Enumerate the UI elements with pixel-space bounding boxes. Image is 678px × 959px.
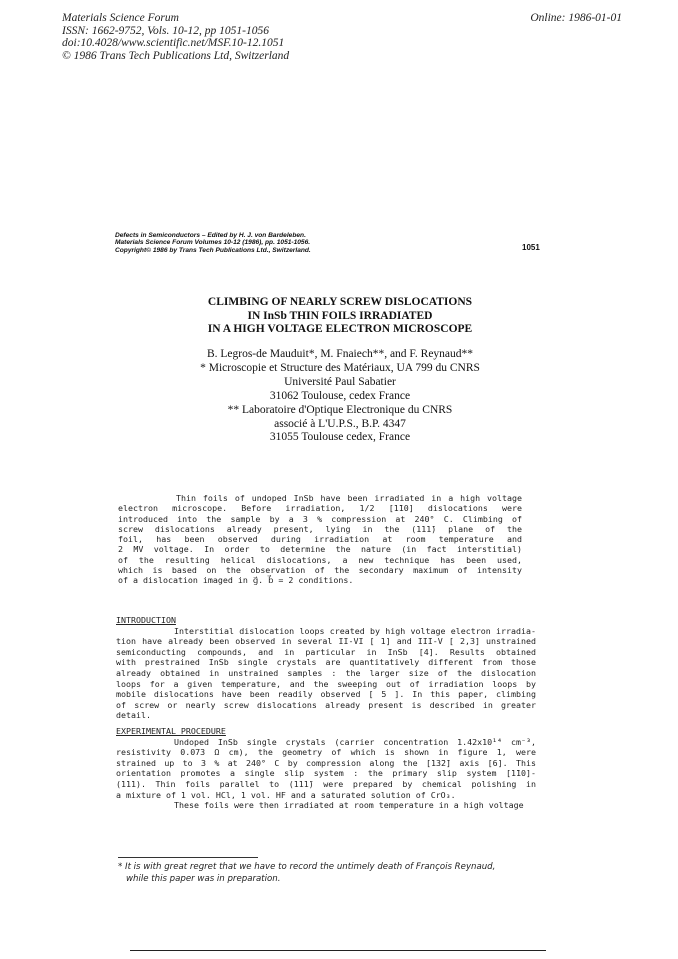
title-line: IN InSb THIN FOILS IRRADIATED	[247, 309, 433, 322]
body-line: strained up to 3 % at 240° C by compression along the [13̄2̄] axis [6]. This	[116, 757, 536, 768]
affiliation-line: ** Laboratoire d'Optique Electronique du CNRS	[227, 403, 453, 416]
online-date: Online: 1986-01-01	[530, 12, 622, 24]
affiliation-line: Université Paul Sabatier	[284, 375, 396, 388]
body-line: a mixture of 1 vol. HCl, 1 vol. HF and a saturated solution of CrO₃.	[116, 789, 456, 800]
introduction-section	[116, 615, 536, 721]
body-line: tion have already been observed in several II-VI [ 1] and III-V [ 2,3] unstrained	[116, 636, 536, 647]
journal-name: Materials Science Forum	[62, 12, 179, 24]
authors-affiliations	[140, 348, 540, 445]
abstract-line: of the resulting helical dislocations, a new technique has been used,	[118, 554, 522, 565]
publisher-line: Materials Science Forum Volumes 10-12 (1986), pp. 1051-1056.	[115, 239, 311, 247]
publisher-line: Copyright© 1986 by Trans Tech Publications Ltd., Switzerland.	[115, 246, 311, 254]
section-heading: INTRODUCTION	[116, 615, 176, 625]
body-line: orientation promotes a single slip system : the primary slip system [1̄10]-	[116, 768, 536, 779]
body-line: loops for a given temperature, and the sweeping out of irradiation loops by	[116, 678, 536, 689]
affiliation-line: 31062 Toulouse, cedex France	[269, 389, 411, 402]
paper-title	[140, 296, 540, 337]
title-line: CLIMBING OF NEARLY SCREW DISLOCATIONS	[207, 296, 473, 308]
abstract-line: of a dislocation imaged in g⃗. b⃗ = 2 conditions.	[118, 575, 354, 586]
body-line: Interstitial dislocation loops created by high voltage electron irradia-	[174, 625, 536, 636]
abstract-line: introduced into the sample by a 3 % compression at 240° C. Climbing of	[118, 513, 522, 524]
page-number: 1051	[522, 243, 540, 252]
body-line: of screw or nearly screw dislocations already present is described in greater	[116, 699, 536, 710]
footnote-line: while this paper was in preparation.	[126, 873, 281, 884]
body-line: mobile dislocations have been readily observed [ 5 ]. In this paper, climbing	[116, 689, 536, 700]
body-line: with prestrained InSb single crystals are quantitatively different from those	[116, 657, 536, 668]
journal-metadata	[62, 12, 289, 62]
title-line: IN A HIGH VOLTAGE ELECTRON MICROSCOPE	[207, 323, 473, 336]
abstract-line: screw dislocations already present, lying in the (111̄) plane of the	[118, 523, 522, 534]
affiliation-line: associé à L'U.P.S., B.P. 4347	[274, 417, 406, 430]
body-line: resistivity 0.073 Ω cm), the geometry of which is shown in figure 1, were	[116, 747, 536, 758]
affiliation-line: 31055 Toulouse cedex, France	[269, 431, 411, 444]
abstract-line: foil, has been observed during irradiation at room temperature and	[118, 534, 522, 545]
abstract-line: Thin foils of undoped InSb have been irradiated in a high voltage	[176, 493, 522, 503]
doi-link[interactable]: doi:10.4028/www.scientific.net/MSF.10-12.1051	[62, 37, 285, 49]
body-line: Undoped InSb single crystals (carrier concentration 1.42x10¹⁴ cm⁻³,	[174, 736, 536, 747]
copyright-line: © 1986 Trans Tech Publications Ltd, Switzerland	[62, 49, 290, 62]
body-line: (111). Thin foils parallel to (111̄) were prepared by chemical polishing in	[116, 778, 536, 789]
section-heading: EXPERIMENTAL PROCEDURE	[116, 726, 226, 736]
affiliation-line: * Microscopie et Structure des Matériaux, UA 799 du CNRS	[200, 361, 480, 374]
publisher-line: Defects in Semiconductors – Edited by H. J. von Bardeleben.	[115, 232, 306, 239]
issn-line: ISSN: 1662-9752, Vols. 10-12, pp 1051-1056	[62, 24, 269, 37]
footnote-divider	[118, 857, 258, 858]
footnote-line: * It is with great regret that we have to record the untimely death of François Reynaud,	[118, 862, 496, 872]
abstract-line: 2 MV voltage. In order to determine the nature (in fact interstitial)	[118, 544, 522, 555]
publisher-block	[115, 232, 311, 254]
footnote	[118, 862, 578, 885]
bottom-rule	[130, 950, 546, 951]
abstract-line: which is based on the observation of the secondary maximum of intensity	[118, 565, 522, 576]
body-line: already obtained in unstrained samples : the larger size of the dislocation	[116, 667, 536, 678]
experimental-section	[116, 726, 536, 811]
body-line: semiconducting compounds, and in particular in InSb [4]. Results obtained	[116, 646, 536, 657]
abstract	[118, 493, 522, 586]
body-line: detail.	[116, 710, 151, 721]
body-line: These foils were then irradiated at room temperature in a high voltage	[174, 800, 524, 811]
author-names: B. Legros-de Mauduit*, M. Fnaiech**, and F. Reynaud**	[206, 348, 474, 360]
abstract-line: electron microscope. Before irradiation, 1/2 [1̄10] dislocations were	[118, 503, 522, 514]
